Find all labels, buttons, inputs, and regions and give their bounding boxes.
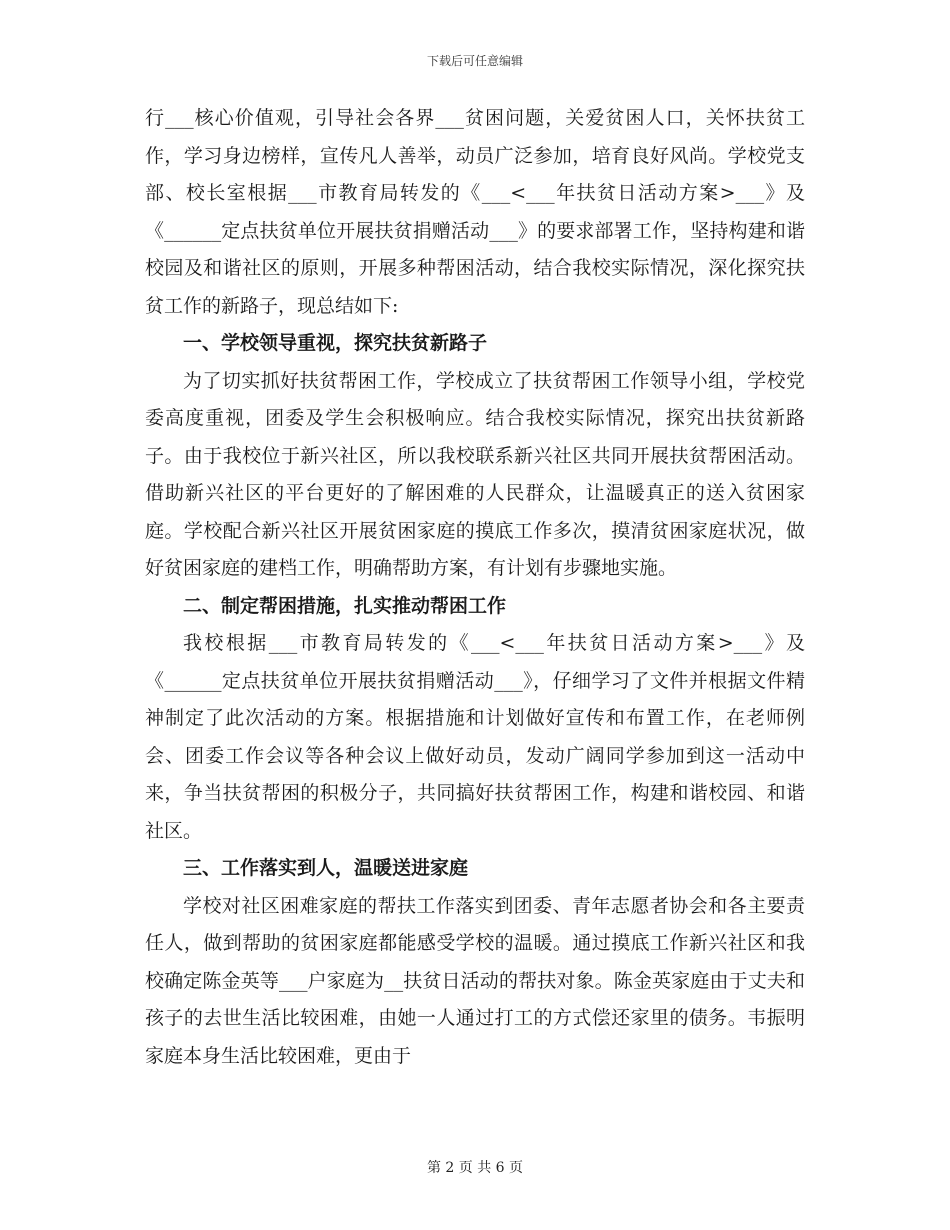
section-1-paragraph: 为了切实抓好扶贫帮困工作，学校成立了扶贫帮困工作领导小组，学校党委高度重视，团委及学生会积极响应。结合我校实际情况，探究出扶贫新路子。由于我校位于新兴社区，所以我校联系新兴社区共同开展扶贫帮困活动。借助新兴社区的平台更好的了解困难的人民群众，让温暖真正的送入贫困家庭。学校配合新兴社区开展贫困家庭的摸底工作多次，摸清贫困家庭状况，做好贫困家庭的建档工作，明确帮助方案，有计划有步骤地实施。 [145, 369, 805, 579]
section-2-paragraph: 我校根据___市教育局转发的《___<___年扶贫日活动方案>___》及《______定点扶贫单位开展扶贫捐赠活动___》，仔细学习了文件并根据文件精神制定了此次活动的方案。根据措施和计划做好宣传和布置工作，在老师例会、团委工作会议等各种会议上做好动员，发动广阔同学参加到这一活动中来，争当扶贫帮困的积极分子，共同搞好扶贫帮困工作，构建和谐校园、和谐社区。 [145, 632, 805, 842]
document-body [145, 100, 805, 1075]
section-3-paragraph: 学校对社区困难家庭的帮扶工作落实到团委、青年志愿者协会和各主要责任人，做到帮助的贫困家庭都能感受学校的温暖。通过摸底工作新兴社区和我校确定陈金英等___户家庭为__扶贫日活动的帮扶对象。陈金英家庭由于丈夫和孩子的去世生活比较困难，由她一人通过打工的方式偿还家里的债务。韦振明家庭本身生活比较困难，更由于 [145, 894, 805, 1067]
page-footer-number: 第 2 页 共 6 页 [426, 1160, 524, 1176]
page-header-note: 下载后可任意编辑 [426, 54, 523, 68]
section-heading-2: 二、制定帮困措施，扎实推动帮困工作 [183, 594, 507, 617]
section-heading-3: 三、工作落实到人，温暖送进家庭 [183, 857, 469, 879]
intro-paragraph: 行___核心价值观，引导社会各界___贫困问题，关爱贫困人口，关怀扶贫工作，学习身边榜样，宣传凡人善举，动员广泛参加，培育良好风尚。学校党支部、校长室根据___市教育局转发的《___<___年扶贫日活动方案>___》及《______定点扶贫单位开展扶贫捐赠活动___》的要求部署工作，坚持构建和谐校园及和谐社区的原则，开展多种帮困活动，结合我校实际情况，深化探究扶贫工作的新路子，现总结如下: [145, 107, 805, 317]
section-heading-1: 一、学校领导重视，探究扶贫新路子 [183, 332, 488, 354]
